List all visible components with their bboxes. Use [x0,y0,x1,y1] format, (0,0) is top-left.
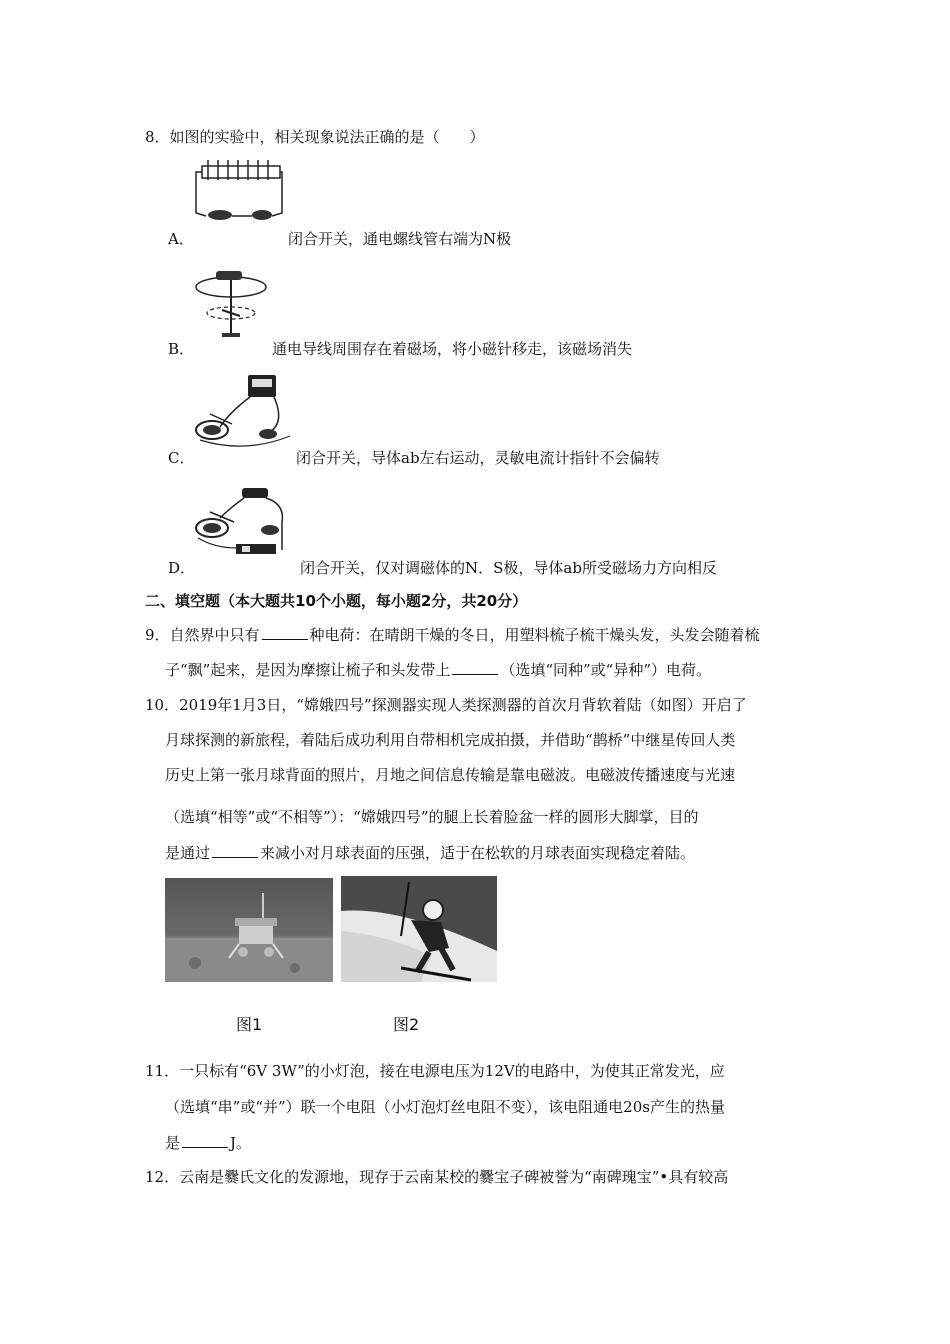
q10-text-5b: 来减小对月球表面的压强，适于在松软的月球表面实现稳定着陆。 [260,844,696,862]
q10-text-5a: 是通过 [165,844,211,862]
figure-2-caption: 图2 [393,1015,420,1034]
q10-line-5 [165,846,695,861]
skier-photo [341,876,497,982]
q10-line-1: 10．2019年1月3日，“嫦娥四号”探测器实现人类探测器的首次月背软着陆（如图）开启了 [145,696,747,714]
q9-blank-2 [452,673,498,675]
q10-line-4: （选填“相等”或“不相等”）：“嫦娥四号”的腿上长着脸盆一样的圆形大脚掌，目的 [165,808,699,826]
q9-text-2b: （选填“同种”或“异种”）电荷。 [500,661,712,679]
q11-blank [182,1146,228,1148]
q8-option-a-label: A． [168,230,194,248]
q12-line-1: 12．云南是爨氏文化的发源地，现存于云南某校的爨宝子碑被誉为“南碑瑰宝”•具有较高 [145,1168,729,1186]
q8-option-d-label: D． [168,559,196,577]
q11-line-3 [165,1136,251,1151]
motor-figure [190,482,296,562]
q9-text-1a: 9．自然界中只有 [145,626,260,644]
q10-blank [212,856,258,858]
oersted-figure [192,265,270,343]
q8-option-d-text: 闭合开关，仅对调磁体的N．S极，导体ab所受磁场力方向相反 [300,559,717,577]
q9-text-2a: 子“飘”起来，是因为摩擦让梳子和头发带上 [165,661,451,679]
q8-option-b-label: B． [168,340,195,358]
q11-line-1: 11．一只标有“6V 3W”的小灯泡，接在电源电压为12V的电路中，为使其正常发光，应 [145,1062,725,1080]
q9-line-1 [145,628,760,643]
induction-figure [190,372,294,452]
q8-option-c-text: 闭合开关，导体ab左右运动，灵敏电流计指针不会偏转 [296,449,660,467]
solenoid-figure [192,158,284,226]
q8-option-b-text: 通电导线周围存在着磁场，将小磁针移走，该磁场消失 [272,340,633,358]
q11-text-3a: 是 [165,1134,181,1152]
q9-text-1b: 种电荷：在晴朗干燥的冬日，用塑料梳子梳干燥头发，头发会随着梳 [309,626,760,644]
figure-1-caption: 图1 [236,1015,263,1034]
moon-lander-photo [165,878,333,982]
q11-line-2: （选填“串”或“并”）联一个电阻（小灯泡灯丝电阻不变），该电阻通电20s产生的热量 [165,1098,725,1116]
section-2-title: 二、填空题（本大题共10个小题，每小题2分，共20分） [145,592,528,610]
q8-option-c-label: C． [168,449,195,467]
q10-line-3: 历史上第一张月球背面的照片，月地之间信息传输是靠电磁波。电磁波传播速度与光速 [165,766,736,784]
q8-option-a-text: 闭合开关，通电螺线管右端为N极 [288,230,512,248]
q8-stem: 8．如图的实验中，相关现象说法正确的是（ ） [145,128,485,146]
q9-line-2 [165,663,711,678]
q11-text-3b: J。 [230,1134,252,1152]
q9-blank-1 [262,638,308,640]
q10-line-2: 月球探测的新旅程，着陆后成功利用自带相机完成拍摄，并借助“鹊桥”中继星传回人类 [165,731,736,749]
